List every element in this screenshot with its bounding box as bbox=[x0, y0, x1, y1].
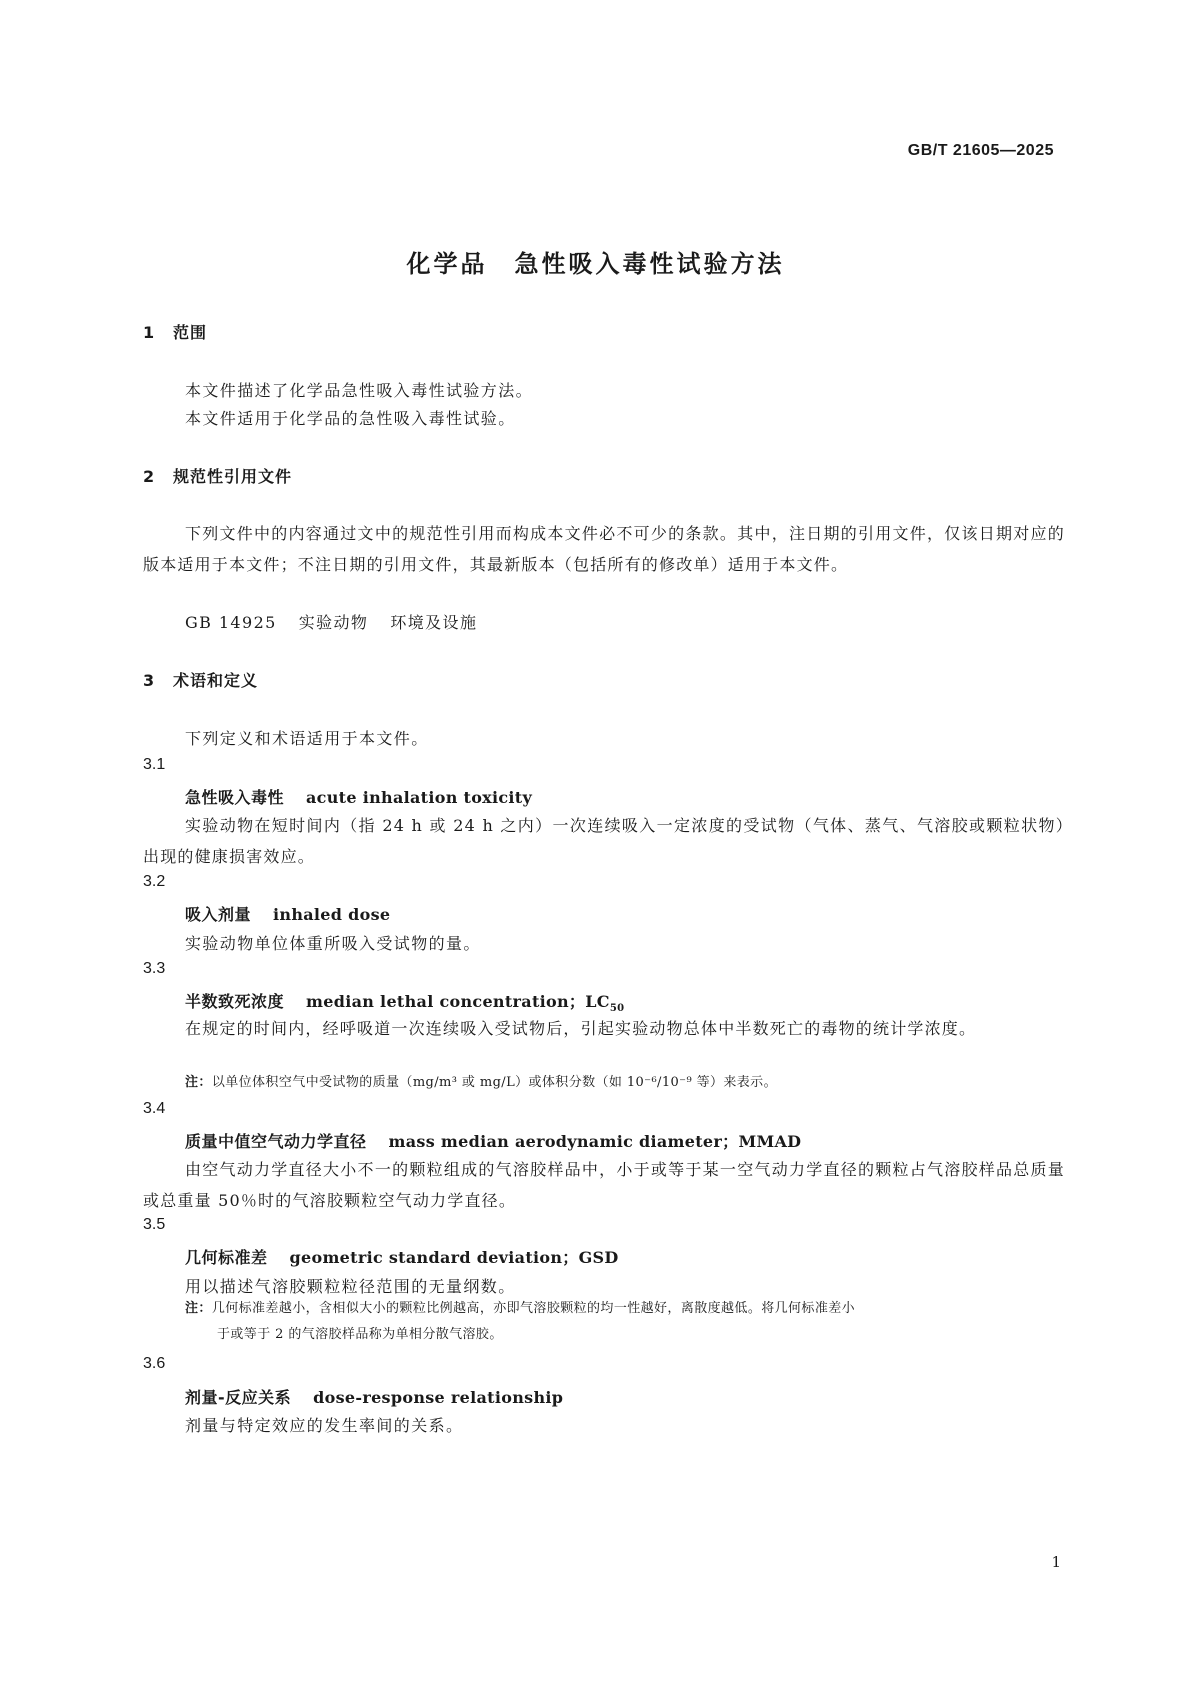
page-number: 1 bbox=[1051, 1553, 1061, 1571]
term-en-text: median lethal concentration；LC bbox=[306, 992, 610, 1011]
section-1-heading bbox=[143, 320, 207, 343]
paragraph: 本文件描述了化学品急性吸入毒性试验方法。 bbox=[185, 381, 534, 400]
paragraph: 下列文件中的内容通过文中的规范性引用而构成本文件必不可少的条款。其中，注日期的引用文件，仅该日期对应的版本适用于本文件；不注日期的引用文件，其最新版本（包括所有的修改单）适用于本文件。 bbox=[143, 524, 1065, 574]
term-definition: 剂量与特定效应的发生率间的关系。 bbox=[185, 1416, 464, 1435]
section-3-heading bbox=[143, 668, 258, 691]
term-heading bbox=[185, 1385, 563, 1408]
term-zh: 剂量-反应关系 bbox=[185, 1388, 292, 1407]
term-en: acute inhalation toxicity bbox=[306, 788, 533, 807]
section-2-heading bbox=[143, 464, 292, 487]
term-zh: 吸入剂量 bbox=[185, 905, 252, 924]
term-definition: 在规定的时间内，经呼吸道一次连续吸入受试物后，引起实验动物总体中半数死亡的毒物的统计学浓度。 bbox=[185, 1019, 977, 1038]
term-heading bbox=[185, 1245, 619, 1268]
term-definition: 用以描述气溶胶颗粒粒径范围的无量纲数。 bbox=[185, 1277, 516, 1296]
reference-title: 实验动物 bbox=[298, 613, 369, 632]
term-number: 3.3 bbox=[143, 960, 166, 977]
section-title: 范围 bbox=[173, 323, 208, 342]
note bbox=[185, 1296, 1065, 1348]
term-zh: 半数致死浓度 bbox=[185, 992, 285, 1011]
term-zh: 急性吸入毒性 bbox=[185, 788, 285, 807]
term-en: mass median aerodynamic diameter；MMAD bbox=[388, 1132, 802, 1151]
section-title: 术语和定义 bbox=[173, 671, 259, 690]
term-en-subscript: 50 bbox=[609, 1003, 625, 1015]
term-definition: 由空气动力学直径大小不一的颗粒组成的气溶胶样品中，小于或等于某一空气动力学直径的颗粒占气溶胶样品总质量或总重量 50％时的气溶胶颗粒空气动力学直径。 bbox=[143, 1160, 1065, 1210]
section-number: 2 bbox=[143, 467, 156, 486]
section-title: 规范性引用文件 bbox=[173, 467, 293, 486]
page-title: 化学品 急性吸入毒性试验方法 bbox=[406, 250, 785, 278]
note bbox=[185, 1070, 1065, 1096]
term-number: 3.2 bbox=[143, 873, 166, 890]
document-number: GB/T 21605—2025 bbox=[907, 142, 1054, 159]
term-en: dose-response relationship bbox=[313, 1388, 564, 1407]
note-label: 注： bbox=[185, 1301, 212, 1316]
term-zh: 质量中值空气动力学直径 bbox=[185, 1132, 367, 1151]
section-number: 3 bbox=[143, 671, 156, 690]
term-heading bbox=[185, 902, 390, 925]
term-definition: 实验动物单位体重所吸入受试物的量。 bbox=[185, 934, 481, 953]
term-en: geometric standard deviation；GSD bbox=[289, 1248, 619, 1267]
term-number: 3.6 bbox=[143, 1355, 166, 1372]
term-heading bbox=[185, 785, 532, 808]
term-definition: 实验动物在短时间内（指 24 h 或 24 h 之内）一次连续吸入一定浓度的受试物（气体、蒸气、气溶胶或颗粒状物）出现的健康损害效应。 bbox=[143, 816, 1065, 866]
term-heading bbox=[185, 989, 624, 1014]
paragraph: 下列定义和术语适用于本文件。 bbox=[185, 729, 429, 748]
note-line: 于或等于 2 的气溶胶样品称为单相分散气溶胶。 bbox=[217, 1327, 503, 1342]
note-label: 注： bbox=[185, 1075, 212, 1090]
term-number: 3.4 bbox=[143, 1100, 166, 1117]
reference-title: 环境及设施 bbox=[390, 613, 478, 632]
term-heading bbox=[185, 1129, 801, 1152]
paragraph: 本文件适用于化学品的急性吸入毒性试验。 bbox=[185, 409, 516, 428]
note-text: 以单位体积空气中受试物的质量（mg/m³ 或 mg/L）或体积分数（如 10⁻⁶/10⁻⁹ 等）来表示。 bbox=[211, 1075, 777, 1090]
note-line bbox=[185, 1296, 1065, 1322]
normative-reference bbox=[185, 610, 499, 633]
note-text: 几何标准差越小，含相似大小的颗粒比例越高，亦即气溶胶颗粒的均一性越好，离散度越低。将几何标准差小 bbox=[211, 1301, 856, 1316]
term-en: inhaled dose bbox=[273, 905, 391, 924]
section-number: 1 bbox=[143, 323, 156, 342]
term-number: 3.1 bbox=[143, 756, 166, 773]
term-number: 3.5 bbox=[143, 1216, 166, 1233]
term-en bbox=[306, 992, 625, 1015]
term-zh: 几何标准差 bbox=[185, 1248, 268, 1267]
reference-code: GB 14925 bbox=[185, 613, 277, 632]
